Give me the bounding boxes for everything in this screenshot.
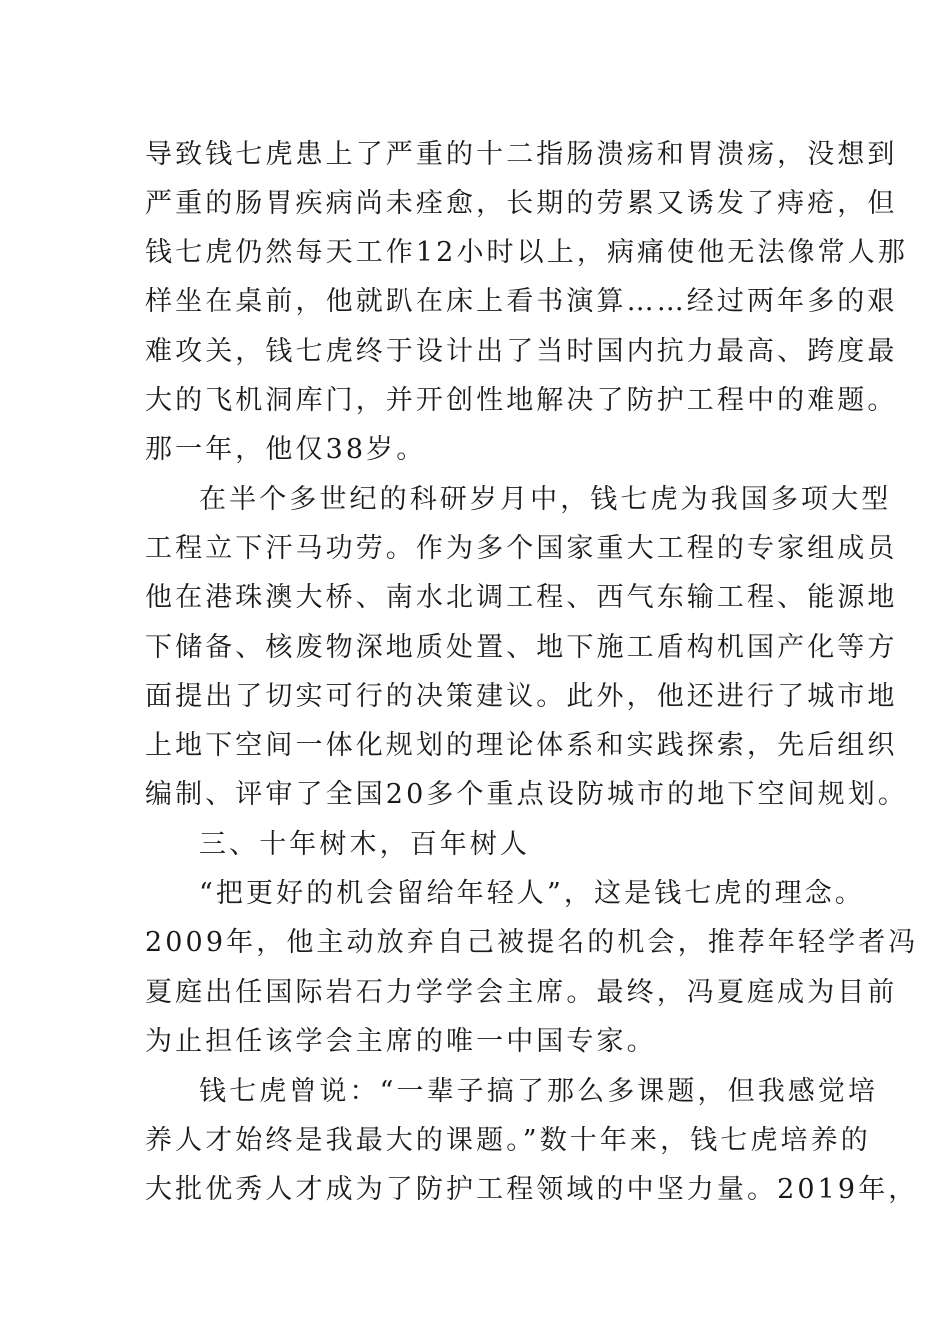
paragraph-line: 难攻关，钱七虎终于设计出了当时国内抗力最高、跨度最: [145, 336, 898, 367]
paragraph-line: 钱七虎仍然每天工作12小时以上，病痛使他无法像常人那: [145, 237, 908, 268]
paragraph-line: 2009年，他主动放弃自己被提名的机会，推荐年轻学者冯: [145, 927, 919, 958]
paragraph-line: 下储备、核废物深地质处置、地下施工盾构机国产化等方: [145, 632, 898, 663]
paragraph-line: 样坐在桌前，他就趴在床上看书演算……经过两年多的艰: [145, 286, 898, 317]
paragraph-line: 上地下空间一体化规划的理论体系和实践探索，先后组织: [145, 730, 898, 761]
paragraph-line: 在半个多世纪的科研岁月中，钱七虎为我国多项大型: [199, 484, 892, 515]
paragraph-line: 导致钱七虎患上了严重的十二指肠溃疡和胃溃疡，没想到: [145, 139, 898, 170]
paragraph-line: 钱七虎曾说：“一辈子搞了那么多课题，但我感觉培: [199, 1076, 879, 1107]
paragraph-line: 为止担任该学会主席的唯一中国专家。: [145, 1026, 657, 1057]
paragraph-line: 大的飞机洞库门，并开创性地解决了防护工程中的难题。: [145, 385, 898, 416]
paragraph-line: 养人才始终是我最大的课题。”数十年来，钱七虎培养的: [145, 1125, 871, 1156]
paragraph-line: 严重的肠胃疾病尚未痊愈，长期的劳累又诱发了痔疮，但: [145, 188, 898, 219]
paragraph-line: 编制、评审了全国20多个重点设防城市的地下空间规划。: [145, 779, 908, 810]
paragraph-line: 大批优秀人才成为了防护工程领域的中坚力量。2019年，: [145, 1174, 919, 1205]
paragraph-line: 他在港珠澳大桥、南水北调工程、西气东输工程、能源地: [145, 582, 898, 613]
paragraph-line: 面提出了切实可行的决策建议。此外，他还进行了城市地: [145, 681, 898, 712]
paragraph-line: 那一年，他仅38岁。: [145, 434, 427, 465]
paragraph-line: 夏庭出任国际岩石力学学会主席。最终，冯夏庭成为目前: [145, 977, 898, 1008]
paragraph-line: 工程立下汗马功劳。作为多个国家重大工程的专家组成员: [145, 533, 898, 564]
paragraph-line: “把更好的机会留给年轻人”，这是钱七虎的理念。: [199, 878, 865, 909]
section-heading: 三、十年树木，百年树人: [199, 829, 531, 860]
